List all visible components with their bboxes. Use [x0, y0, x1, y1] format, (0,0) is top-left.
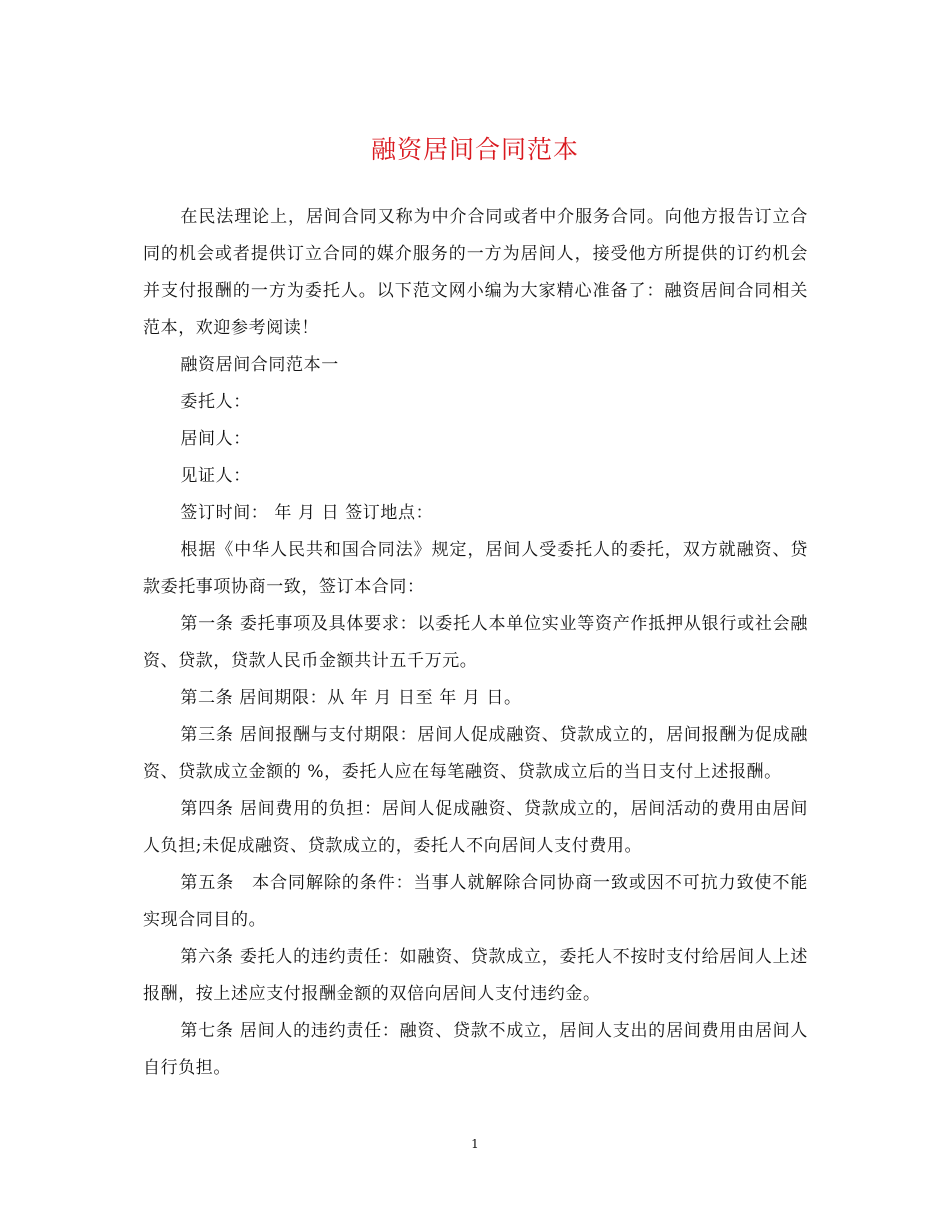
paragraph-signing-info: 签订时间： 年 月 日 签订地点： — [180, 503, 434, 523]
paragraph-witness: 见证人： — [180, 466, 251, 486]
document-body — [143, 199, 808, 1087]
paragraph-article-2: 第二条 居间期限：从 年 月 日至 年 月 日。 — [180, 688, 522, 708]
paragraph-intro: 在民法理论上，居间合同又称为中介合同或者中介服务合同。向他方报告订立合同的机会或者提供订立合同的媒介服务的一方为居间人，接受他方所提供的订约机会并支付报酬的一方为委托人。以下范文网小编为大家精心准备了：融资居间合同相关范本，欢迎参考阅读！ — [143, 207, 808, 338]
paragraph-intermediary: 居间人： — [180, 429, 251, 449]
page-number: 1 — [471, 1137, 479, 1151]
paragraph-article-6: 第六条 委托人的违约责任：如融资、贷款成立，委托人不按时支付给居间人上述报酬，按上述应支付报酬金额的双倍向居间人支付违约金。 — [143, 947, 808, 1004]
paragraph-legal-basis: 根据《中华人民共和国合同法》规定，居间人受委托人的委托，双方就融资、贷款委托事项协商一致，签订本合同： — [143, 540, 808, 597]
paragraph-article-5: 第五条 本合同解除的条件：当事人就解除合同协商一致或因不可抗力致使不能实现合同目的。 — [143, 873, 808, 930]
paragraph-sample-heading: 融资居间合同范本一 — [180, 355, 339, 375]
paragraph-article-7: 第七条 居间人的违约责任：融资、贷款不成立，居间人支出的居间费用由居间人自行负担。 — [143, 1021, 808, 1078]
paragraph-article-4: 第四条 居间费用的负担：居间人促成融资、贷款成立的，居间活动的费用由居间人负担;未促成融资、贷款成立的，委托人不向居间人支付费用。 — [143, 799, 808, 856]
paragraph-article-3: 第三条 居间报酬与支付期限：居间人促成融资、贷款成立的，居间报酬为促成融资、贷款成立金额的 %，委托人应在每笔融资、贷款成立后的当日支付上述报酬。 — [143, 725, 808, 782]
paragraph-article-1: 第一条 委托事项及具体要求：以委托人本单位实业等资产作抵押从银行或社会融资、贷款，贷款人民币金额共计五千万元。 — [143, 614, 808, 671]
document-title: 融资居间合同范本 — [370, 135, 579, 164]
paragraph-client: 委托人： — [180, 392, 251, 412]
